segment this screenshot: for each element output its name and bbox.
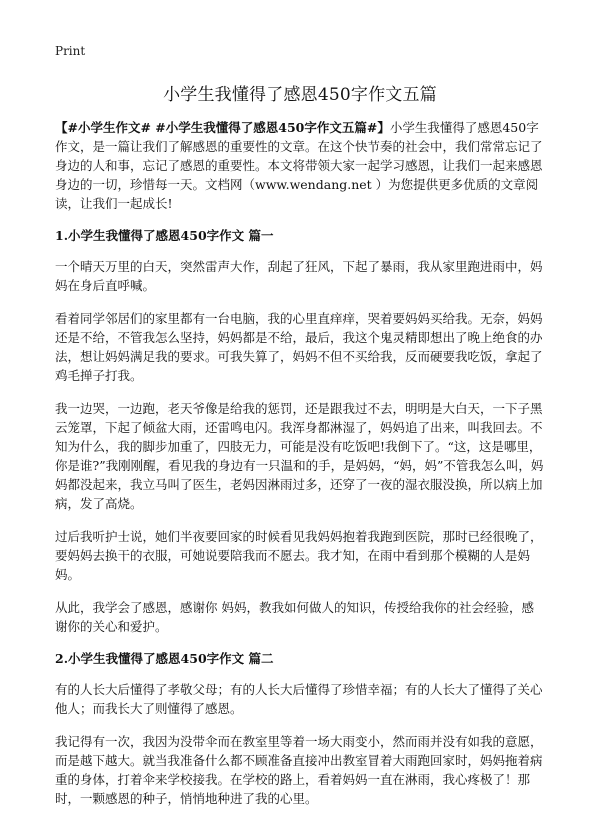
page-title: 小学生我懂得了感恩450字作文五篇 xyxy=(163,85,437,105)
section-heading: 2.小学生我懂得了感恩450字作文 篇二 xyxy=(55,651,274,666)
article-body xyxy=(55,118,546,822)
paragraph: 我记得有一次，我因为没带伞而在教室里等着一场大雨变小，然而雨并没有如我的意愿，而是越下越大。就当我准备什么都不顾准备直接冲出教室冒着大雨跑回家时，妈妈拖着病重的身体，打着伞来学校接我。在学校的路上，看着妈妈一直在淋雨，我心疼极了！那时，一颗感恩的种子，悄悄地种进了我的心里。 xyxy=(55,734,543,806)
paragraph: 有的人长大后懂得了孝敬父母；有的人长大后懂得了珍惜幸福；有的人长大了懂得了关心他人；而我长大了则懂得了感恩。 xyxy=(55,682,543,716)
print-link[interactable]: Print xyxy=(55,44,86,58)
intro-paragraph xyxy=(55,118,546,213)
paragraph: 从此，我学会了感恩，感谢你 妈妈，教我如何做人的知识，传授给我你的社会经验，感谢你的关心和爱护。 xyxy=(55,600,534,634)
paragraph: 一个晴天万里的白天，突然雷声大作，刮起了狂风，下起了暴雨，我从家里跑进雨中，妈妈在身后直呼喊。 xyxy=(55,259,543,293)
paragraph: 过后我听护士说，她们半夜要回家的时候看见我妈妈抱着我跑到医院，那时已经很晚了，要妈妈去换干的衣服，可她说要陪我而不愿去。我才知，在雨中看到那个模糊的人是妈妈。 xyxy=(55,529,543,582)
paragraph: 看着同学邻居们的家里都有一台电脑，我的心里直痒痒，哭着要妈妈买给我。无奈，妈妈还是不给，不管我怎么坚持，妈妈都是不给，最后，我这个鬼灵精即想出了晚上绝食的办法，想让妈妈满足我的要求。可我失算了，妈妈不但不买给我，反而硬要我吃饭，拿起了鸡毛掸子打我。 xyxy=(55,311,543,383)
intro-tags: 【#小学生作文# #小学生我懂得了感恩450字作文五篇#】 xyxy=(55,120,390,135)
intro-text: 小学生我懂得了感恩450字作文，是一篇让我们了解感恩的重要性的文章。在这个快节奏的社会中，我们常常忘记了身边的人和事，忘记了感恩的重要性。本文将带领大家一起学习感恩，让我们一起来感恩身边的一切，珍惜每一天。文档网（www.wendang.net ）为您提供更多优质的文章阅读，让我们一起成长! xyxy=(55,120,543,211)
paragraph: 我一边哭，一边跑，老天爷像是给我的惩罚，还是跟我过不去，明明是大白天，一下子黑云笼罩，下起了倾盆大雨，还雷鸣电闪。我浑身都淋湿了，妈妈追了出来，叫我回去。不知为什么，我的脚步加重了，四肢无力，可能是没有吃饭吧!我倒下了。“这，这是哪里，你是谁?”我刚刚醒，看见我的身边有一只温和的手，是妈妈，“妈，妈”不管我怎么叫，妈妈都没起来，我立马叫了医生，老妈因淋雨过多，还穿了一夜的湿衣服没换，所以病上加病，发了高烧。 xyxy=(55,401,544,511)
section-heading: 1.小学生我懂得了感恩450字作文 篇一 xyxy=(55,228,274,243)
